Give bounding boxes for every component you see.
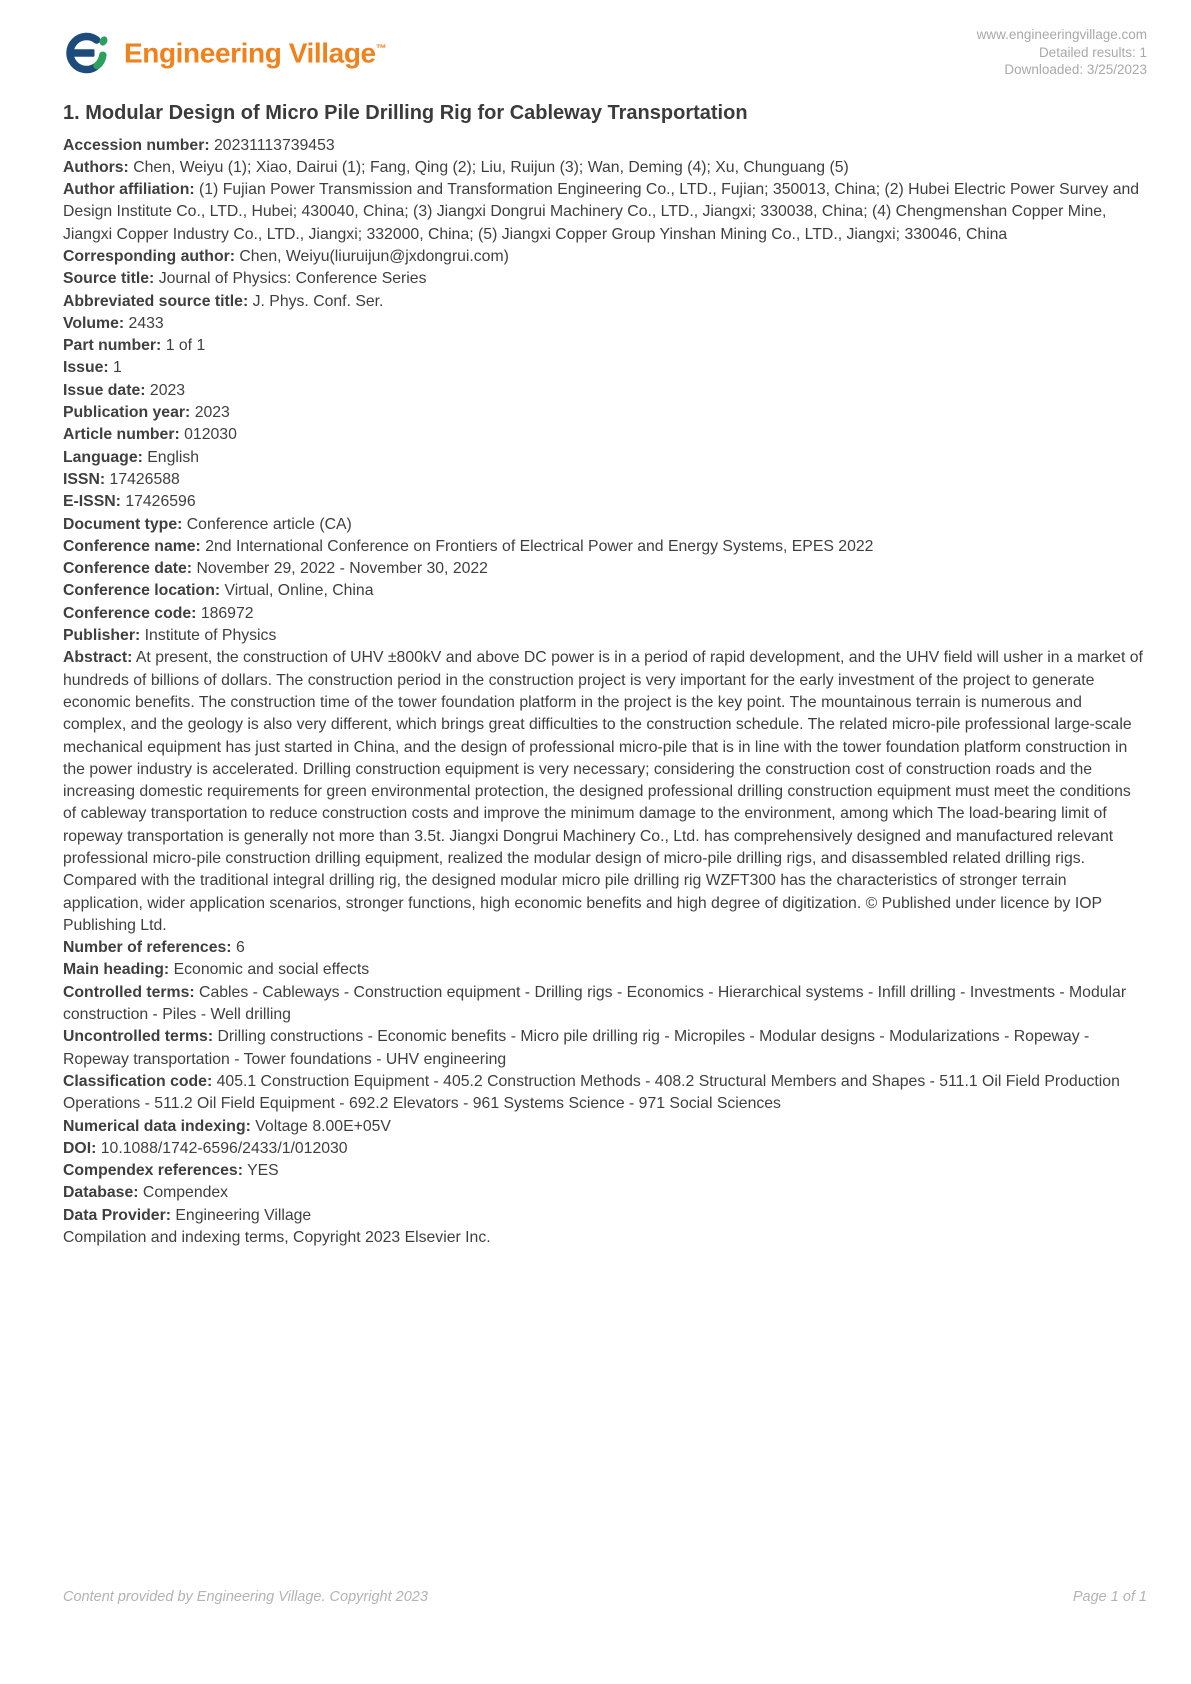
- field-data-provider: [63, 1205, 1147, 1227]
- field-doi: [63, 1138, 1147, 1160]
- field-value: At present, the construction of UHV ±800kV and above DC power is in a period of rapid development, and the UHV field will usher in a market of hundreds of billions of dollars. The construction period in the construction project is very important for the early investment of the project to generate economic benefits. The construction time of the tower foundation platform in the project is the key point. The mountainous terrain is numerous and complex, and the geology is also very different, which brings great difficulties to the construction schedule. The related micro-pile professional large-scale mechanical equipment has just started in China, and the design of professional micro-pile that is in line with the tower foundation platform construction in the power industry is accelerated. Drilling construction equipment is very necessary; considering the construction cost of construction roads and the increasing domestic requirements for green environmental protection, the designed professional drilling construction equipment must meet the conditions of cableway transportation to reduce construction costs and improve the minimum damage to the environment, among which The load-bearing limit of ropeway transportation is generally not more than 3.5t. Jiangxi Dongrui Machinery Co., Ltd. has comprehensively designed and manufactured relevant professional micro-pile construction drilling equipment, realized the modular design of micro-pile drilling rigs, and disassembled related drilling rigs. Compared with the traditional integral drilling rig, the designed modular micro pile drilling rig WZFT300 has the characteristics of stronger terrain application, wider application scenarios, stronger functions, high economic benefits and high degree of digitization. © Published under licence by IOP Publishing Ltd.: [63, 649, 1143, 934]
- field-value: 405.1 Construction Equipment - 405.2 Construction Methods - 408.2 Structural Members and Shapes - 511.1 Oil Field Production Operations - 511.2 Oil Field Equipment - 692.2 Elevators - 961 Systems Science - 971 Social Sciences: [63, 1072, 1120, 1113]
- field-label: Compendex references:: [63, 1162, 243, 1180]
- field-value: 2023: [194, 404, 230, 422]
- meta-downloaded: Downloaded: 3/25/2023: [1004, 62, 1147, 77]
- field-label: Part number:: [63, 337, 162, 355]
- field-label: Article number:: [63, 426, 180, 444]
- brand-name: Engineering Village™: [124, 37, 387, 69]
- field-label: Controlled terms:: [63, 983, 195, 1001]
- field-label: Uncontrolled terms:: [63, 1028, 214, 1046]
- field-author-affiliation: [63, 179, 1147, 246]
- meta-website: www.engineeringvillage.com: [976, 27, 1147, 42]
- field-abbreviated-source-title: [63, 291, 1147, 313]
- field-issue-date: [63, 380, 1147, 402]
- field-value: Virtual, Online, China: [224, 582, 374, 600]
- field-value: 012030: [184, 426, 237, 444]
- field-conference-name: [63, 536, 1147, 558]
- field-label: Conference name:: [63, 537, 201, 555]
- field-value: Chen, Weiyu(liuruijun@jxdongrui.com): [239, 247, 509, 265]
- field-label: Accession number:: [63, 136, 210, 154]
- field-value: 6: [235, 939, 245, 957]
- field-label: DOI:: [63, 1139, 97, 1157]
- field-label: Abbreviated source title:: [63, 292, 249, 310]
- field-label: Main heading:: [63, 961, 170, 979]
- field-numerical-data-indexing: [63, 1116, 1147, 1138]
- footer: [63, 1589, 1147, 1605]
- field-value: Engineering Village: [175, 1206, 312, 1224]
- record-detail: [0, 100, 1191, 1250]
- field-issue: [63, 357, 1147, 379]
- field-label: ISSN:: [63, 470, 106, 488]
- field-e-issn: [63, 491, 1147, 513]
- field-label: Abstract:: [63, 649, 133, 667]
- field-abstract: [63, 647, 1147, 937]
- field-value: English: [147, 448, 200, 466]
- field-value: 2433: [128, 314, 164, 332]
- field-value: 1: [113, 359, 122, 377]
- field-number-of-references: [63, 937, 1147, 959]
- field-value: 2nd International Conference on Frontiers of Electrical Power and Energy Systems, EPES 2022: [205, 537, 874, 555]
- ei-logo-icon: [63, 26, 113, 76]
- field-value: 10.1088/1742-6596/2433/1/012030: [100, 1139, 348, 1157]
- footer-page-number: Page 1 of 1: [1072, 1589, 1147, 1605]
- field-label: Publisher:: [63, 627, 141, 645]
- field-label: E-ISSN:: [63, 493, 121, 511]
- compilation-note: Compilation and indexing terms, Copyright 2023 Elsevier Inc.: [63, 1229, 491, 1247]
- field-value: Voltage 8.00E+05V: [255, 1117, 391, 1135]
- field-label: Database:: [63, 1184, 139, 1202]
- field-uncontrolled-terms: [63, 1026, 1147, 1071]
- field-value: Chen, Weiyu (1); Xiao, Dairui (1); Fang, Qing (2); Liu, Ruijun (3); Wan, Deming (4); Xu, Chunguang (5): [133, 158, 849, 176]
- footer-copyright: Content provided by Engineering Village. Copyright 2023: [63, 1589, 428, 1605]
- field-value: 2023: [149, 381, 186, 399]
- field-conference-date: [63, 558, 1147, 580]
- field-value: Conference article (CA): [186, 515, 352, 533]
- field-value: Drilling constructions - Economic benefits - Micro pile drilling rig - Micropiles - Modular designs - Modularizations - Ropeway - Ropeway transportation - Tower foundations - UHV engineering: [63, 1028, 1090, 1068]
- field-label: Document type:: [63, 515, 183, 533]
- field-controlled-terms: [63, 982, 1147, 1027]
- field-label: Volume:: [63, 314, 125, 332]
- field-value: (1) Fujian Power Transmission and Transformation Engineering Co., LTD., Fujian; 350013, China; (2) Hubei Electric Power Survey and Design Institute Co., LTD., Hubei; 430040, China; (3) Jiangxi Dongrui Machinery Co., LTD., Jiangxi; 330038, China; (4) Chengmenshan Copper Mine, Jiangxi Copper Industry Co., LTD., Jiangxi; 332000, China; (5) Jiangxi Copper Group Yinshan Mining Co., LTD., Jiangxi; 330046, China: [63, 181, 1140, 243]
- field-accession-number: [63, 135, 1147, 157]
- field-label: Issue:: [63, 359, 109, 377]
- field-label: Issue date:: [63, 381, 146, 399]
- field-label: Conference location:: [63, 582, 221, 600]
- field-authors: [63, 157, 1147, 179]
- field-main-heading: [63, 959, 1147, 981]
- field-publisher: [63, 625, 1147, 647]
- field-value: J. Phys. Conf. Ser.: [252, 292, 384, 310]
- field-value: 1 of 1: [165, 337, 206, 355]
- field-document-type: [63, 514, 1147, 536]
- field-source-title: [63, 268, 1147, 290]
- field-value: Cables - Cableways - Construction equipment - Drilling rigs - Economics - Hierarchical systems - Infill drilling - Investments - Modular construction - Piles - Well drilling: [63, 983, 1127, 1024]
- field-label: Conference date:: [63, 560, 193, 578]
- field-label: Data Provider:: [63, 1206, 171, 1224]
- field-part-number: [63, 335, 1147, 357]
- field-value: YES: [247, 1162, 279, 1180]
- field-value: Compendex: [142, 1184, 229, 1202]
- field-label: Classification code:: [63, 1072, 213, 1090]
- field-value: November 29, 2022 - November 30, 2022: [196, 560, 488, 578]
- field-label: Source title:: [63, 270, 155, 288]
- field-label: Corresponding author:: [63, 247, 235, 265]
- field-label: Publication year:: [63, 404, 191, 422]
- field-corresponding-author: [63, 246, 1147, 268]
- field-conference-location: [63, 580, 1147, 602]
- field-value: 186972: [200, 604, 254, 622]
- field-label: Numerical data indexing:: [63, 1117, 251, 1135]
- field-label: Language:: [63, 448, 143, 466]
- field-language: [63, 447, 1147, 469]
- field-value: 17426596: [125, 493, 196, 511]
- field-database: [63, 1182, 1147, 1204]
- field-classification-code: [63, 1071, 1147, 1116]
- field-label: Number of references:: [63, 939, 232, 957]
- field-conference-code: [63, 603, 1147, 625]
- header: [0, 0, 1191, 79]
- field-value: Institute of Physics: [144, 627, 277, 645]
- field-label: Authors:: [63, 158, 129, 176]
- field-publication-year: [63, 402, 1147, 424]
- field-volume: [63, 313, 1147, 335]
- field-compendex-references: [63, 1160, 1147, 1182]
- field-issn: [63, 469, 1147, 491]
- field-value: Journal of Physics: Conference Series: [158, 270, 427, 288]
- field-value: 20231113739453: [214, 136, 335, 154]
- field-label: Conference code:: [63, 604, 197, 622]
- engineering-village-logo: [63, 24, 386, 78]
- field-article-number: [63, 424, 1147, 446]
- field-value: Economic and social effects: [173, 961, 370, 979]
- field-label: Author affiliation:: [63, 181, 195, 199]
- field-value: 17426588: [109, 470, 180, 488]
- meta-detailed-results: Detailed results: 1: [1038, 44, 1147, 60]
- header-meta: [977, 24, 1147, 79]
- trademark-symbol: ™: [375, 43, 387, 55]
- record-title: 1. Modular Design of Micro Pile Drilling Rig for Cableway Transportation: [63, 101, 748, 124]
